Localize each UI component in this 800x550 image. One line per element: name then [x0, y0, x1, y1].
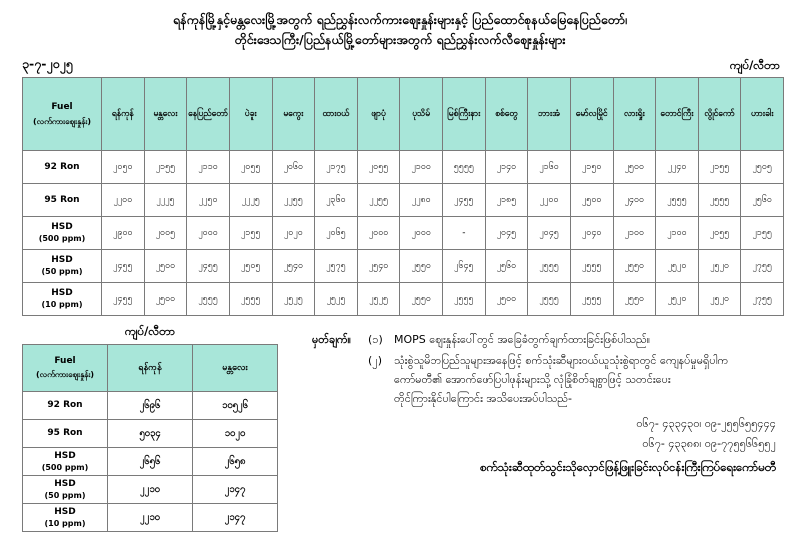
cell-hsd500-yangon: ၂၉၀၀ [102, 217, 145, 250]
cell-92ron-hpaan: ၂၁၆၀ [528, 151, 571, 184]
note-2-line-2: ကော်မတီ၏ အောက်ဖော်ပြပါဖုန်းများသို့ လုံခြုံစိတ်ချစွာဖြင့် သတင်းပေး [394, 373, 671, 386]
notes-label: မှတ်ချက်။ [312, 333, 352, 346]
note-1-line-1: MOPS ဈေးနှုန်းပေါ်တွင် အခြေခံတွက်ချက်ထားခြင်းဖြစ်ပါသည်။ [394, 333, 651, 346]
wholesale-price-table [22, 77, 784, 316]
cell-95ron-magway: ၂၂၅၅ [272, 184, 315, 217]
issuing-authority: စက်သုံးဆီထုတ်သွင်းသိုလှောင်ဖြန့်ဖြူးခြင်းလုပ်ငန်းကြီးကြပ်ရေးကော်မတီ [480, 460, 776, 474]
main-table-wrapper [0, 77, 800, 316]
small-cell-hsd500-yangon: ၂၆၅၆ [108, 448, 193, 476]
cell-hsd10-mawlamyine: ၂၅၅၅ [570, 283, 613, 316]
row-label-hsd10-sub: (10 ppm) [41, 300, 83, 309]
cell-hsd50-sittwe: ၂၅၆၀ [485, 250, 528, 283]
small-row-label-95ron: 95 Ron [23, 420, 108, 448]
cell-hsd50-magway: ၂၅၄၀ [272, 250, 315, 283]
note-1-text [394, 330, 782, 349]
col-header-lashio: လားရှိုး [613, 78, 656, 151]
cell-hsd10-dawei: ၂၅၂၅ [315, 283, 358, 316]
cell-92ron-magway: ၂၀၆၀ [272, 151, 315, 184]
note-2-line-1: သုံးစွဲသူမိဘပြည်သူများအနေဖြင့် စက်သုံးဆီများဝယ်ယူသုံးစွဲရာတွင် ကျေနပ်မှုမရှိပါက [394, 354, 729, 367]
cell-hsd50-myitkyina: ၂၆၄၅ [443, 250, 486, 283]
small-cell-95ron-mandalay: ၁၀၂၀ [193, 420, 278, 448]
small-cell-hsd10-mandalay: ၂၁၄၇ [193, 504, 278, 532]
col-header-hakha: ဟားခါး [741, 78, 784, 151]
cell-92ron-mandalay: ၂၁၅၅ [144, 151, 187, 184]
cell-92ron-pyapon: ၂၀၅၅ [357, 151, 400, 184]
cell-hsd50-taunggyi: ၂၅၂၀ [656, 250, 699, 283]
main-table-unit: ကျပ်/လီတာ [729, 58, 780, 72]
table-row [23, 392, 278, 420]
cell-hsd10-hpaan: ၂၅၅၅ [528, 283, 571, 316]
cell-hsd500-hakha: ၂၁၅၅ [741, 217, 784, 250]
small-row-label-hsd500 [23, 448, 108, 476]
main-table-body [23, 151, 784, 316]
small-fuel-column-header [23, 345, 108, 392]
cell-92ron-lashio: ၂၅၀၀ [613, 151, 656, 184]
note-2-line-3: တိုင်ကြားနိုင်ပါကြောင်း အသိပေးအပ်ပါသည်- [394, 392, 572, 405]
cell-hsd500-loikaw: ၂၀၅၅ [698, 217, 741, 250]
cell-hsd500-hpaan: ၂၀၄၅ [528, 217, 571, 250]
small-row-label-hsd10-main: HSD [54, 506, 76, 517]
cell-hsd500-taunggyi: ၂၁၀၀ [656, 217, 699, 250]
contact-phones [312, 410, 782, 454]
small-cell-95ron-yangon: ၅၀၃၄ [108, 420, 193, 448]
cell-92ron-yangon: ၂၀၅၀ [102, 151, 145, 184]
row-label-hsd10-main: HSD [51, 288, 73, 298]
col-header-naypyitaw: နေပြည်တော် [187, 78, 230, 151]
cell-92ron-bago: ၂၀၅၅ [229, 151, 272, 184]
small-col-header-mandalay: မန္တလေး [193, 345, 278, 392]
small-row-label-hsd500-sub: (500 ppm) [41, 462, 89, 472]
cell-92ron-pathein: ၂၁၀၀ [400, 151, 443, 184]
small-cell-92ron-mandalay: ၁၀၅၂၆ [193, 392, 278, 420]
table-row [23, 250, 784, 283]
cell-hsd50-bago: ၂၅၀၅ [229, 250, 272, 283]
cell-95ron-naypyitaw: ၂၂၅၀ [187, 184, 230, 217]
cell-92ron-sittwe: ၂၁၄၀ [485, 151, 528, 184]
cell-hsd10-yangon: ၂၄၅၅ [102, 283, 145, 316]
cell-hsd50-hpaan: ၂၅၅၅ [528, 250, 571, 283]
cell-95ron-dawei: ၂၃၆၀ [315, 184, 358, 217]
cell-95ron-loikaw: ၂၅၅၅ [698, 184, 741, 217]
notes-label-spacer [312, 351, 368, 408]
row-label-95ron: 95 Ron [23, 184, 102, 217]
table-row [23, 504, 278, 532]
publication-date: ၃-၇-၂၀၂၅ [22, 56, 73, 71]
table-row [23, 184, 784, 217]
row-label-hsd50 [23, 250, 102, 283]
cell-95ron-pathein: ၂၂၈၀ [400, 184, 443, 217]
cell-hsd500-magway: ၂၀၂၀ [272, 217, 315, 250]
col-header-bago: ပဲခူး [229, 78, 272, 151]
cell-hsd10-hakha: ၂၇၅၅ [741, 283, 784, 316]
cell-95ron-yangon: ၂၂၀၀ [102, 184, 145, 217]
table-row [23, 476, 278, 504]
cell-hsd50-naypyitaw: ၂၄၅၅ [187, 250, 230, 283]
cell-hsd500-mandalay: ၂၀၀၅ [144, 217, 187, 250]
note-item-2 [312, 351, 782, 408]
cell-hsd500-sittwe: ၂၀၄၅ [485, 217, 528, 250]
small-row-label-hsd10 [23, 504, 108, 532]
small-table-wrapper [22, 324, 298, 532]
note-2-number: (၂) [368, 354, 382, 367]
cell-92ron-naypyitaw: ၂၁၁၀ [187, 151, 230, 184]
small-table-unit: ကျပ်/လီတာ [124, 324, 176, 338]
cell-95ron-pyapon: ၂၂၅၅ [357, 184, 400, 217]
col-header-dawei: ထားဝယ် [315, 78, 358, 151]
cell-95ron-taunggyi: ၂၅၅၅ [656, 184, 699, 217]
small-cell-hsd10-yangon: ၂၂၁၀ [108, 504, 193, 532]
cell-hsd50-dawei: ၂၅၇၅ [315, 250, 358, 283]
cell-95ron-sittwe: ၂၁၈၅ [485, 184, 528, 217]
small-table-body [23, 392, 278, 532]
cell-hsd50-lashio: ၂၅၅၀ [613, 250, 656, 283]
small-row-label-hsd10-sub: (10 ppm) [44, 518, 86, 528]
cell-hsd10-naypyitaw: ၂၅၅၅ [187, 283, 230, 316]
cell-hsd500-pyapon: ၂၀၀၀ [357, 217, 400, 250]
row-label-hsd10 [23, 283, 102, 316]
col-header-pathein: ပုသိမ် [400, 78, 443, 151]
small-cell-hsd50-yangon: ၂၂၁၀ [108, 476, 193, 504]
lower-section [0, 316, 800, 532]
col-header-myitkyina: မြစ်ကြီးနား [443, 78, 486, 151]
table-row [23, 420, 278, 448]
cell-hsd10-bago: ၂၅၅၅ [229, 283, 272, 316]
cell-hsd500-bago: ၂၁၅၅ [229, 217, 272, 250]
cell-92ron-mawlamyine: ၂၁၅၀ [570, 151, 613, 184]
cell-95ron-lashio: ၂၄၀၀ [613, 184, 656, 217]
fuel-header-main: Fuel [51, 101, 73, 112]
small-row-label-hsd500-main: HSD [54, 450, 76, 461]
row-label-hsd500 [23, 217, 102, 250]
cell-92ron-myitkyina: ၅၅၅၅ [443, 151, 486, 184]
title-line-1: ရန်ကုန်မြို့နှင့်မန္တလေးမြို့အတွက် ရည်ညွှန်းလက်ကားဈေးနှုန်းများနှင့် ပြည်ထောင်စုနယ်မြေနေပြည်တော်၊ [173, 12, 627, 27]
cell-hsd10-lashio: ၂၅၅၀ [613, 283, 656, 316]
cell-hsd10-loikaw: ၂၅၂၀ [698, 283, 741, 316]
cell-hsd50-mawlamyine: ၂၅၅၅ [570, 250, 613, 283]
cell-hsd10-pyapon: ၂၅၂၅ [357, 283, 400, 316]
cell-92ron-taunggyi: ၂၂၄၀ [656, 151, 699, 184]
note-2-text [394, 351, 782, 408]
page-title [0, 0, 800, 50]
cell-hsd500-naypyitaw: ၂၀၀၀ [187, 217, 230, 250]
date-unit-row [0, 50, 800, 77]
small-row-label-hsd50-main: HSD [54, 478, 76, 489]
col-header-sittwe: စစ်တွေ [485, 78, 528, 151]
cell-hsd10-mandalay: ၂၅၀၀ [144, 283, 187, 316]
small-cell-hsd500-mandalay: ၂၆၅၈ [193, 448, 278, 476]
cell-hsd10-pathein: ၂၅၅၀ [400, 283, 443, 316]
col-header-hpaan: ဘားအံ [528, 78, 571, 151]
small-row-label-92ron: 92 Ron [23, 392, 108, 420]
retail-price-table [22, 344, 278, 532]
cell-95ron-mandalay: ၂၂၂၅ [144, 184, 187, 217]
cell-hsd10-taunggyi: ၂၅၂၀ [656, 283, 699, 316]
col-header-yangon: ရန်ကုန် [102, 78, 145, 151]
cell-95ron-bago: ၂၂၂၅ [229, 184, 272, 217]
row-label-hsd500-sub: (500 ppm) [38, 234, 86, 243]
small-col-header-yangon: ရန်ကုန် [108, 345, 193, 392]
cell-hsd10-sittwe: ၂၅၀၀ [485, 283, 528, 316]
main-header-row [23, 78, 784, 151]
col-header-mawlamyine: မော်လမြိုင် [570, 78, 613, 151]
phone-line-2: ၀၆၇- ၄၃၃၈၈၊ ၀၉-၇၇၅၅၆၆၅၅၂ [642, 437, 776, 450]
cell-hsd50-loikaw: ၂၅၂၀ [698, 250, 741, 283]
cell-hsd500-lashio: ၂၁၀၀ [613, 217, 656, 250]
small-cell-92ron-yangon: ၂၆၉၆ [108, 392, 193, 420]
small-header-row [23, 345, 278, 392]
table-row [23, 448, 278, 476]
cell-hsd50-pathein: ၂၅၅၀ [400, 250, 443, 283]
cell-95ron-myitkyina: ၂၄၅၅ [443, 184, 486, 217]
note-1-number: (၁) [368, 333, 383, 346]
cell-hsd500-pathein: ၂၀၀၀ [400, 217, 443, 250]
table-row [23, 151, 784, 184]
row-label-hsd500-main: HSD [51, 222, 73, 232]
small-row-label-hsd50-sub: (50 ppm) [44, 490, 86, 500]
small-table-head [23, 345, 278, 392]
cell-hsd50-pyapon: ၂၅၄၀ [357, 250, 400, 283]
cell-92ron-loikaw: ၂၁၅၅ [698, 151, 741, 184]
col-header-pyapon: ဖျာပုံ [357, 78, 400, 151]
cell-92ron-hakha: ၂၅၀၅ [741, 151, 784, 184]
cell-hsd10-myitkyina: ၂၅၅၅ [443, 283, 486, 316]
small-fuel-header-sub: (လက်ကားဈေးနှုန်း) [35, 370, 95, 379]
cell-hsd50-mandalay: ၂၅၀၀ [144, 250, 187, 283]
notes-section [298, 324, 782, 532]
small-row-label-hsd50 [23, 476, 108, 504]
row-label-hsd50-main: HSD [51, 255, 73, 265]
note-item-1 [312, 330, 782, 349]
table-row [23, 217, 784, 250]
row-label-92ron: 92 Ron [23, 151, 102, 184]
main-table-head [23, 78, 784, 151]
table-row [23, 283, 784, 316]
row-label-hsd50-sub: (50 ppm) [41, 267, 83, 276]
fuel-column-header [23, 78, 102, 151]
cell-hsd500-myitkyina: - [443, 217, 486, 250]
cell-95ron-hakha: ၂၅၆၀ [741, 184, 784, 217]
cell-hsd10-magway: ၂၅၂၅ [272, 283, 315, 316]
small-fuel-header-main: Fuel [54, 356, 76, 366]
fuel-header-sub: (လက်ကားဈေးနှုန်း) [32, 116, 92, 126]
cell-hsd500-mawlamyine: ၂၀၄၀ [570, 217, 613, 250]
col-header-taunggyi: တောင်ကြီး [656, 78, 699, 151]
cell-95ron-mawlamyine: ၂၅၀၀ [570, 184, 613, 217]
title-line-2: တိုင်းဒေသကြီး/ပြည်နယ်မြို့တော်များအတွက် ရည်ညွှန်းလက်လီဈေးနှုန်းများ [234, 32, 566, 47]
cell-hsd500-dawei: ၂၀၆၅ [315, 217, 358, 250]
col-header-mandalay: မန္တလေး [144, 78, 187, 151]
cell-92ron-dawei: ၂၁၇၅ [315, 151, 358, 184]
cell-95ron-hpaan: ၂၂၀၀ [528, 184, 571, 217]
cell-hsd50-hakha: ၂၇၅၅ [741, 250, 784, 283]
col-header-magway: မကွေး [272, 78, 315, 151]
small-cell-hsd50-mandalay: ၂၁၄၇ [193, 476, 278, 504]
phone-line-1: ၀၆၇- ၄၃၃၄၃၀၊ ၀၉-၂၅၅၆၅၅၄၄၄ [636, 417, 776, 430]
cell-hsd50-yangon: ၂၄၅၅ [102, 250, 145, 283]
col-header-loikaw: လွိုင်ကော် [698, 78, 741, 151]
